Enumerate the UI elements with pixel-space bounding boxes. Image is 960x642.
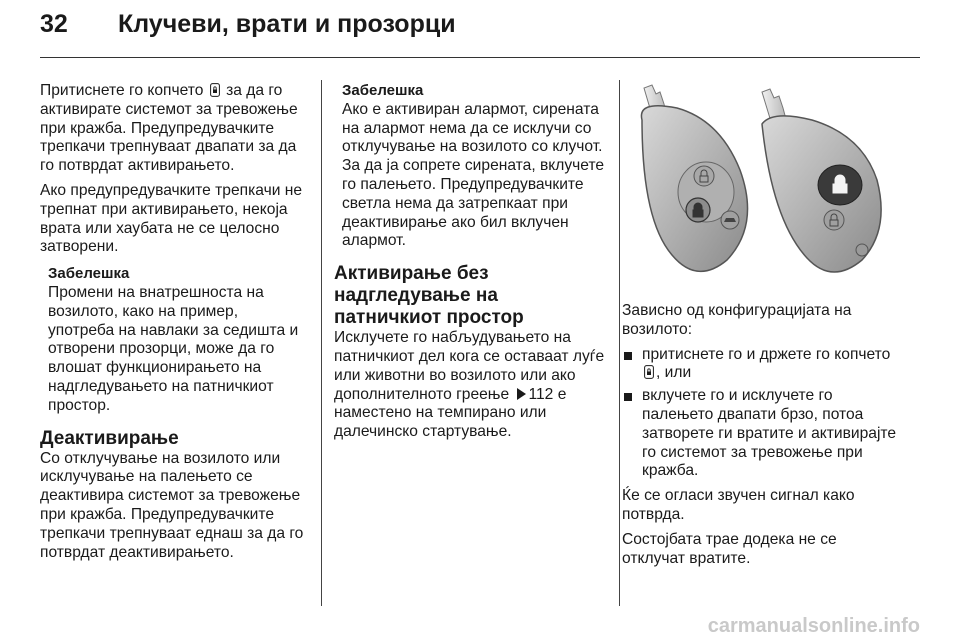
list-item: притиснете го и држете го копчето , или [622, 346, 902, 384]
header-rule [40, 57, 920, 58]
section-heading-activation-without-monitoring: Активирање без надгледување на патничкиот простор [334, 263, 524, 329]
note-1 [48, 265, 308, 415]
column-3 [622, 302, 902, 574]
key-fob-illustration [622, 80, 900, 290]
note-text: Ако е активиран алармот, сирената на алармот нема да се исклучи со отклучување на возилото со клучот. За да ја сопрете сирената, вклучете го палењето. Предупредувачките светла нема да затрепкаат при деактивирање ако бил вклучен алармот. [342, 100, 605, 250]
column-2 [334, 82, 610, 448]
note-title: Забелешка [48, 265, 130, 283]
paragraph-state: Состојбата трае додека не се отклучат вратите. [622, 530, 837, 567]
bullet-icon [624, 393, 632, 401]
paragraph-configuration: Зависно од конфигурацијата на возилото: [622, 302, 852, 338]
note-text: Промени на внатрешноста на возилото, како на пример, употреба на навлаки за седишта и отворени прозорци, може да го влошат функционирањето на надгледувањето на патничкиот простор. [48, 283, 299, 414]
page-title: Клучеви, врати и прозорци [118, 10, 456, 38]
paragraph-monitoring-off: Исклучете го набљудувањето на патничкиот дел кога се оставаат луѓе или животни во возилото или ако дополнителното греење 112 е наместено на темпирано или далечинско стартување. [334, 329, 605, 441]
note-title: Забелешка [342, 82, 424, 99]
column-1 [40, 82, 308, 568]
page-number: 32 [40, 10, 68, 38]
paragraph-confirmation: Ќе се огласи звучен сигнал како потврда. [622, 487, 855, 523]
column-divider-2 [619, 80, 620, 606]
note-2 [342, 82, 610, 251]
section-heading-deactivation: Деактивирање [40, 427, 179, 449]
bullet-icon [624, 352, 632, 360]
paragraph-deactivation: Со отклучување на возилото или исклучување на палењето се деактивира системот за тревожење при кражба. Предупредувачките трепкачи трепнуваат еднаш за да го потврдат деактивирањето. [40, 449, 304, 561]
paragraph-activate: Притиснете го копчето за да го активирате системот за тревожење при кражба. Предупредувачките трепкачи трепнуваат двапати за да го потврдат активирањето. [40, 82, 298, 175]
column-divider-1 [321, 80, 322, 606]
watermark: carmanualsonline.info [707, 615, 920, 637]
lock-icon [210, 83, 220, 97]
list-item: вклучете го и исклучете го палењето двапати брзо, потоа затворете ги вратите и активирајте го системот за тревожење при кражба. [622, 387, 902, 481]
lock-icon [644, 365, 654, 379]
option-list [622, 346, 902, 482]
page-reference-arrow-icon [517, 388, 526, 400]
paragraph-warning: Ако предупредувачките трепкачи не трепнат при активирањето, некоја врата или хаубата не се целосно затворени. [40, 181, 303, 256]
page-reference[interactable]: 112 [528, 385, 554, 403]
